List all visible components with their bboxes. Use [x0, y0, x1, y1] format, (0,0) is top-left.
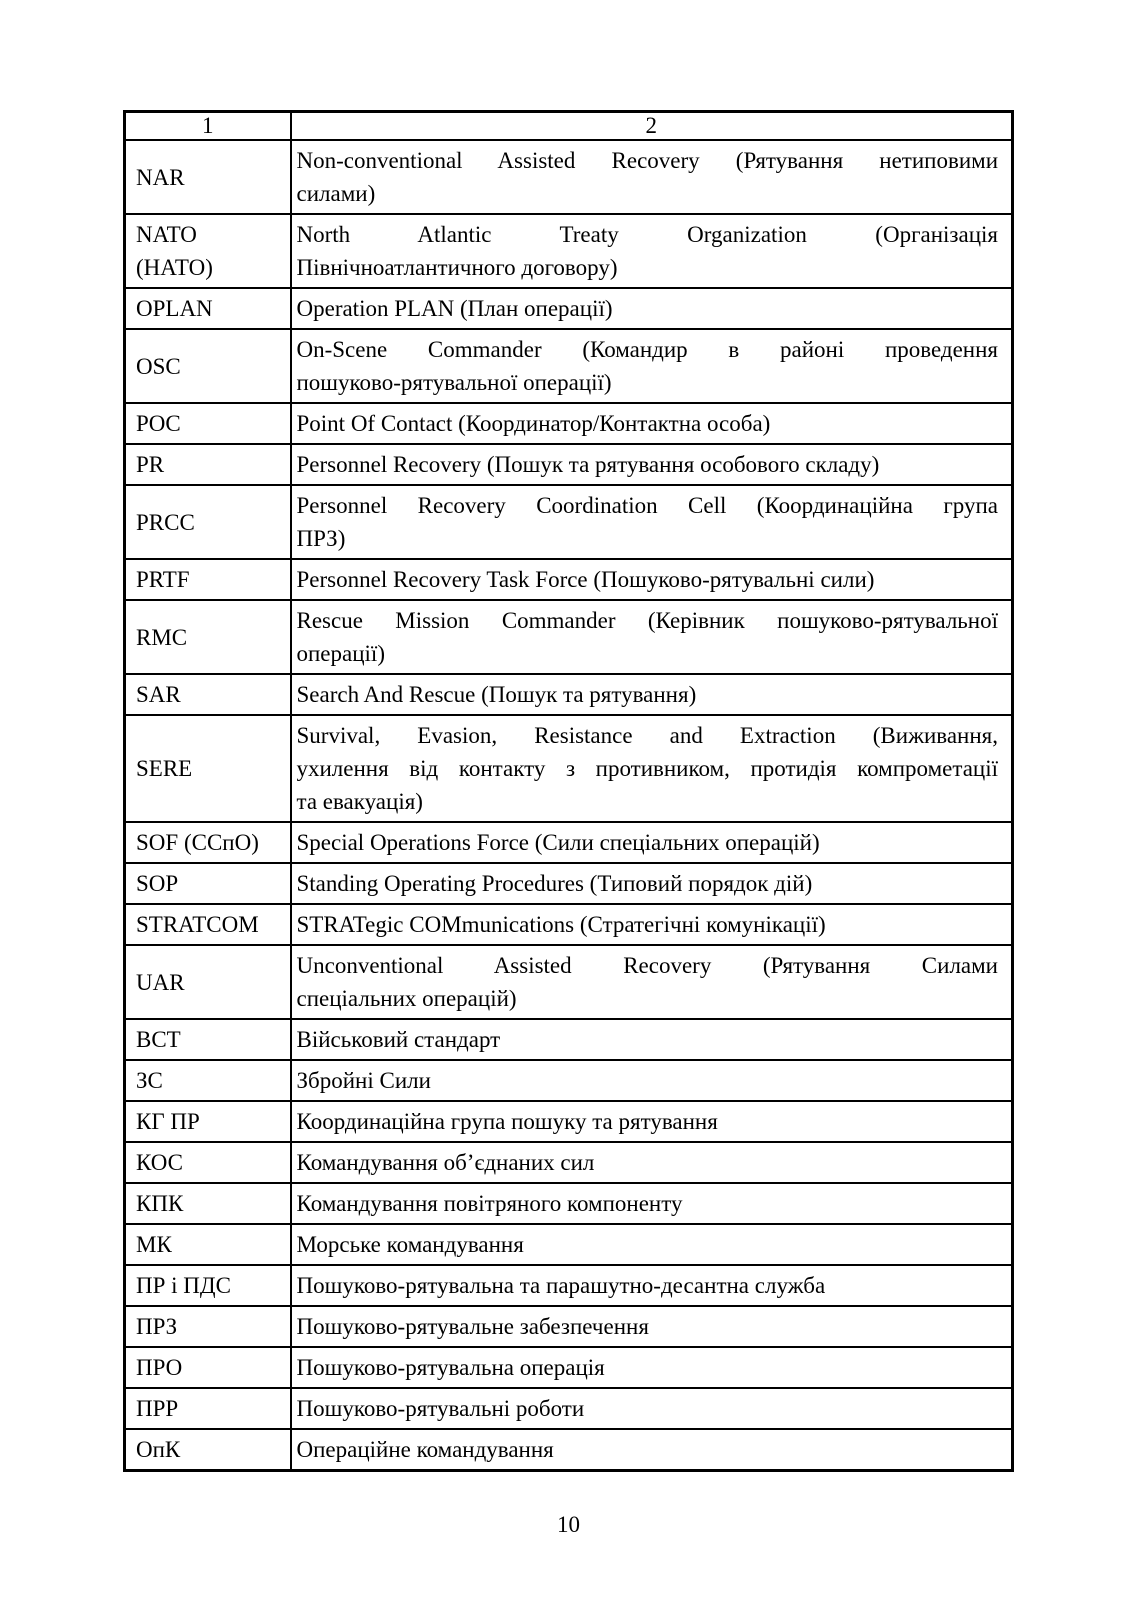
definition-line: операції) [296, 641, 385, 666]
abbr-line: SOF (ССпО) [136, 830, 259, 855]
table-row [125, 1347, 1013, 1388]
abbr-line: КГ ПР [136, 1109, 200, 1134]
abbr-cell [125, 1306, 291, 1347]
table-row [125, 904, 1013, 945]
abbr-line: UAR [136, 969, 185, 995]
abbr-cell [125, 140, 291, 214]
table-row [125, 1142, 1013, 1183]
definition-cell [291, 1183, 1013, 1224]
definition-cell [291, 1101, 1013, 1142]
abbr-line: NATO [136, 222, 197, 247]
abbr-cell [125, 1101, 291, 1142]
table-row [125, 1101, 1013, 1142]
table-row [125, 1183, 1013, 1224]
table-row [125, 600, 1013, 674]
definition-cell [291, 1019, 1013, 1060]
definition-line: силами) [296, 181, 376, 206]
abbr-line: ПР і ПДС [136, 1273, 231, 1298]
definition-cell [291, 715, 1013, 822]
abbr-line: STRATCOM [136, 912, 259, 937]
definition-line: Personnel Recovery (Пошук та рятування особового складу) [296, 452, 880, 477]
definition-cell [291, 1347, 1013, 1388]
definition-line: Point Of Contact (Координатор/Контактна особа) [296, 411, 771, 436]
table-row [125, 863, 1013, 904]
definition-line: Survival, Evasion, Resistance and Extraction (Виживання, [296, 723, 998, 748]
abbr-cell [125, 1183, 291, 1224]
definition-line: та евакуація) [296, 789, 423, 814]
abbr-line: SOP [136, 871, 179, 896]
table-row [125, 214, 1013, 288]
definition-cell [291, 329, 1013, 403]
table-row [125, 1306, 1013, 1347]
definition-line: Північноатлантичного договору) [296, 255, 618, 280]
table-body [125, 140, 1013, 1471]
header-row [125, 112, 1013, 141]
abbr-line: ОпК [136, 1437, 181, 1462]
abbr-cell [125, 1388, 291, 1429]
definition-line: Operation PLAN (План операції) [296, 296, 613, 321]
table-row [125, 288, 1013, 329]
abbr-cell [125, 559, 291, 600]
table-row [125, 403, 1013, 444]
definition-cell [291, 1388, 1013, 1429]
abbr-line: КПК [136, 1191, 184, 1216]
abbr-cell [125, 288, 291, 329]
table-row [125, 329, 1013, 403]
definition-line: Пошуково-рятувальна операція [296, 1355, 605, 1380]
column-header-2: 2 [291, 112, 1013, 141]
definition-line: North Atlantic Treaty Organization (Організація [296, 222, 998, 247]
definition-line: Збройні Сили [296, 1068, 431, 1093]
abbr-cell [125, 863, 291, 904]
table-header [125, 112, 1013, 141]
definition-cell [291, 945, 1013, 1019]
abbr-cell [125, 1060, 291, 1101]
abbr-line: SERE [136, 756, 193, 781]
definition-cell [291, 485, 1013, 559]
abbr-line: NAR [136, 164, 185, 190]
abbr-cell [125, 1224, 291, 1265]
abbr-line: (НАТО) [136, 255, 213, 280]
abbr-line: OPLAN [136, 296, 213, 321]
definition-line: Пошуково-рятувальна та парашутно-десантна служба [296, 1273, 826, 1298]
definition-line: Standing Operating Procedures (Типовий порядок дій) [296, 871, 813, 896]
abbr-line: ПРР [136, 1396, 179, 1421]
definition-cell [291, 904, 1013, 945]
table-row [125, 1060, 1013, 1101]
abbr-cell [125, 214, 291, 288]
abbr-cell [125, 1429, 291, 1471]
abbr-line: ПРЗ [136, 1314, 178, 1339]
abbr-cell [125, 674, 291, 715]
abbr-line: ЗС [136, 1068, 163, 1093]
definition-cell [291, 863, 1013, 904]
table-row [125, 559, 1013, 600]
definition-line: On-Scene Commander (Командир в районі проведення [296, 337, 998, 362]
abbr-line: ВСТ [136, 1027, 181, 1052]
abbr-line: SAR [136, 682, 181, 707]
table-row [125, 140, 1013, 214]
abbr-cell [125, 1347, 291, 1388]
definition-line: STRATegic COMmunications (Стратегічні комунікації) [296, 912, 826, 937]
definition-line: Координаційна група пошуку та рятування [296, 1109, 718, 1134]
abbr-line: OSC [136, 353, 181, 379]
definition-cell [291, 1306, 1013, 1347]
definition-line: Операційне командування [296, 1437, 554, 1462]
table-row [125, 1388, 1013, 1429]
definition-line: Командування об’єднаних сил [296, 1150, 595, 1175]
definition-cell [291, 1224, 1013, 1265]
table-row [125, 822, 1013, 863]
definition-cell [291, 1429, 1013, 1471]
abbr-line: PRTF [136, 567, 190, 592]
page-number: 10 [557, 1512, 580, 1537]
definition-line: Військовий стандарт [296, 1027, 501, 1052]
definition-line: Search And Rescue (Пошук та рятування) [296, 682, 697, 707]
definition-line: пошуково-рятувальної операції) [296, 370, 612, 395]
definition-line: Командування повітряного компоненту [296, 1191, 683, 1216]
abbreviations-table [123, 110, 1014, 1472]
abbr-line: PR [136, 452, 165, 477]
definition-cell [291, 1142, 1013, 1183]
abbr-line: PRCC [136, 509, 195, 535]
definition-cell [291, 288, 1013, 329]
definition-cell [291, 674, 1013, 715]
abbr-cell [125, 600, 291, 674]
abbr-cell [125, 822, 291, 863]
definition-cell [291, 1060, 1013, 1101]
abbr-cell [125, 329, 291, 403]
definition-line: Personnel Recovery Coordination Cell (Координаційна група [296, 493, 998, 518]
definition-line: Personnel Recovery Task Force (Пошуково-рятувальні сили) [296, 567, 875, 592]
table-row [125, 1265, 1013, 1306]
table-row [125, 1019, 1013, 1060]
definition-line: ПРЗ) [296, 526, 346, 551]
abbr-cell [125, 945, 291, 1019]
definition-cell [291, 1265, 1013, 1306]
definition-line: Rescue Mission Commander (Керівник пошуково-рятувальної [296, 608, 998, 633]
definition-line: Морське командування [296, 1232, 524, 1257]
table-row [125, 715, 1013, 822]
table-row [125, 485, 1013, 559]
definition-line: Пошуково-рятувальне забезпечення [296, 1314, 649, 1339]
definition-cell [291, 214, 1013, 288]
definition-line: Пошуково-рятувальні роботи [296, 1396, 585, 1421]
table-row [125, 1224, 1013, 1265]
table-row [125, 945, 1013, 1019]
table-row [125, 1429, 1013, 1471]
column-header-1: 1 [125, 112, 291, 141]
abbr-cell [125, 715, 291, 822]
definition-cell [291, 822, 1013, 863]
definition-line: Special Operations Force (Сили спеціальних операцій) [296, 830, 820, 855]
definition-line: спеціальних операцій) [296, 986, 517, 1011]
abbr-cell [125, 403, 291, 444]
abbr-cell [125, 904, 291, 945]
definition-line: ухилення від контакту з противником, протидія компрометації [296, 756, 998, 781]
definition-cell [291, 403, 1013, 444]
abbr-cell [125, 1142, 291, 1183]
definition-cell [291, 444, 1013, 485]
abbr-line: RMC [136, 624, 188, 650]
abbr-cell [125, 1265, 291, 1306]
abbr-cell [125, 1019, 291, 1060]
abbr-line: ПРО [136, 1355, 183, 1380]
definition-cell [291, 140, 1013, 214]
table-row [125, 444, 1013, 485]
abbr-cell [125, 444, 291, 485]
definition-cell [291, 600, 1013, 674]
table-row [125, 674, 1013, 715]
abbr-line: КОС [136, 1150, 183, 1175]
abbr-cell [125, 485, 291, 559]
definition-cell [291, 559, 1013, 600]
abbr-line: POC [136, 411, 181, 436]
definition-line: Non-conventional Assisted Recovery (Рятування нетиповими [296, 148, 998, 173]
abbr-line: МК [136, 1232, 172, 1257]
definition-line: Unconventional Assisted Recovery (Рятування Силами [296, 953, 998, 978]
